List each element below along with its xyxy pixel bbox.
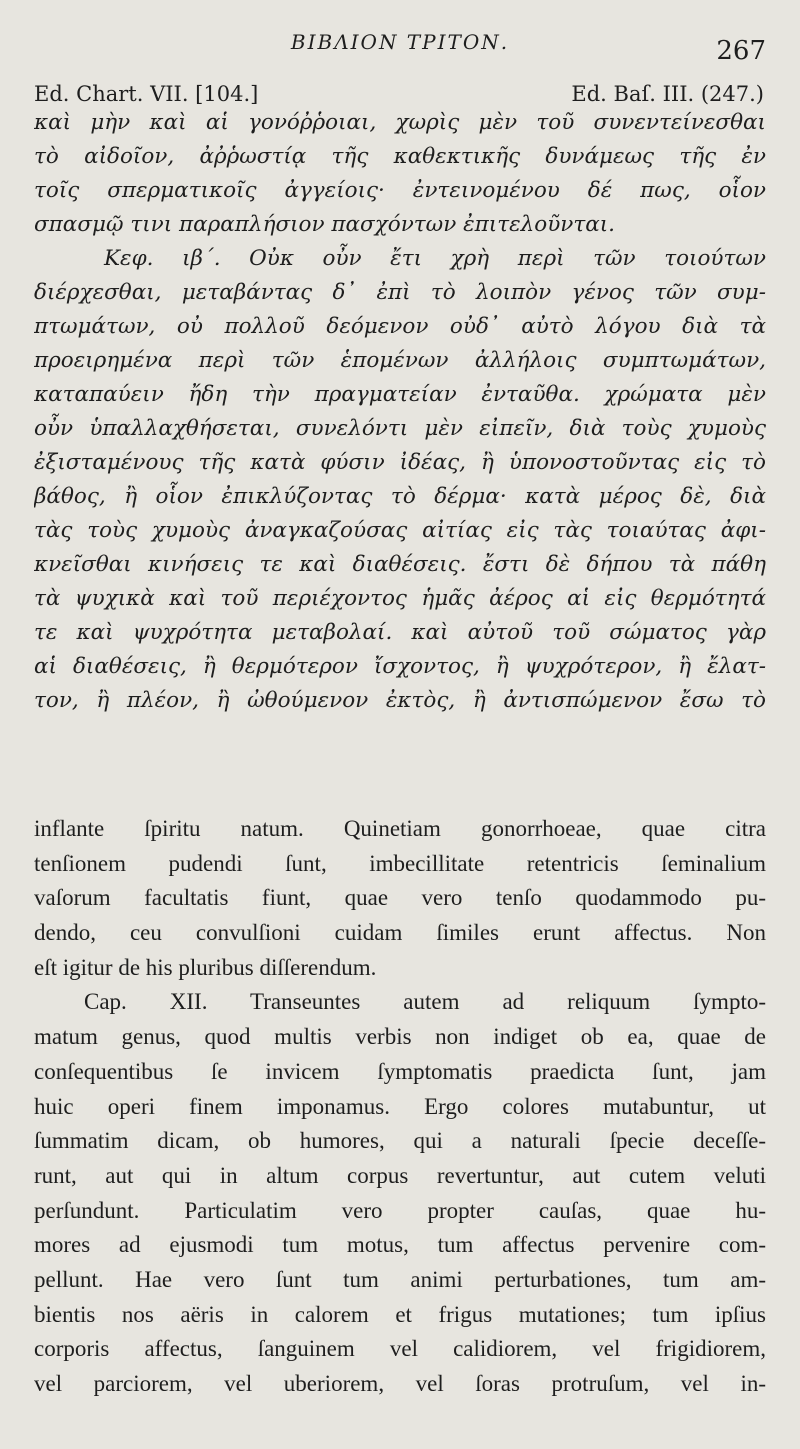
edition-chartier-ref: Ed. Chart. VII. [104.] [34, 82, 259, 106]
greek-line: Κεφ. ιβ΄. Οὐκ οὖν ἔτι χρὴ περὶ τῶν τοιούτων [104, 246, 766, 271]
greek-line: προειρημένα περὶ τῶν ἑπομένων ἀλλήλοις συμπτωμάτων, [34, 348, 766, 373]
latin-line: dendo, ceu convulſioni cuidam ſimiles erunt affectus. Non [34, 920, 766, 946]
greek-line: τε καὶ ψυχρότητα μεταβολαί. καὶ αὐτοῦ τοῦ σώματος γὰρ [34, 620, 766, 645]
latin-line: vel parciorem, vel uberiorem, vel ſoras protruſum, vel in- [34, 1371, 766, 1396]
greek-line: κνεῖσθαι κινήσεις τε καὶ διαθέσεις. ἔστι δὲ δήπου τὰ πάθη [34, 552, 766, 577]
latin-line: matum genus, quod multis verbis non indiget ob ea, quae de [34, 1024, 766, 1050]
greek-line: οὖν ὑπαλλαχθήσεται, συνελόντι μὲν εἰπεῖν, διὰ τοὺς χυμοὺς [34, 416, 766, 441]
latin-line: runt, aut qui in altum corpus revertuntur, aut cutem veluti [34, 1162, 766, 1188]
greek-line: σπασμῷ τινι παραπλήσιον πασχόντων ἐπιτελοῦνται. [34, 212, 616, 237]
greek-line: αἱ διαθέσεις, ἢ θερμότερον ἴσχοντος, ἢ ψυχρότερον, ἢ ἔλατ- [34, 654, 766, 679]
page-number: 267 [716, 36, 766, 66]
latin-line: ſummatim dicam, ob humores, qui a naturali ſpecie deceſſe- [34, 1128, 766, 1154]
latin-line: bientis nos aëris in calorem et frigus mutationes; tum ipſius [34, 1301, 766, 1327]
latin-line: corporis affectus, ſanguinem vel calidiorem, vel frigidiorem, [34, 1336, 766, 1362]
greek-line: τὰ ψυχικὰ καὶ τοῦ περιέχοντος ἡμᾶς ἀέρος αἱ εἰς θερμότητά [34, 586, 766, 611]
greek-line: πτωμάτων, οὐ πολλοῦ δεόμενον οὐδ᾽ αὐτὸ λόγου διὰ τὰ [34, 314, 766, 339]
greek-line: τὰς τοὺς χυμοὺς ἀναγκαζούσας αἰτίας εἰς τὰς τοιαύτας ἀφι- [34, 518, 766, 543]
greek-line: τοῖς σπερματικοῖς ἀγγείοις· ἐντεινομένου δέ πως, οἷον [34, 178, 766, 203]
greek-line: καταπαύειν ἤδη τὴν πραγματείαν ἐνταῦθα. χρώματα μὲν [34, 382, 766, 407]
greek-line: τὸ αἰδοῖον, ἀῤῥωστίᾳ τῆς καθεκτικῆς δυνάμεως τῆς ἐν [34, 144, 766, 169]
latin-line: mores ad ejusmodi tum motus, tum affectus pervenire com- [34, 1232, 766, 1258]
edition-basel-ref: Ed. Baſ. III. (247.) [571, 82, 764, 106]
running-title: BIBΛΙΟΝ ΤΡΙΤΟΝ. [290, 30, 510, 54]
latin-line: tenſionem pudendi ſunt, imbecillitate retentricis ſeminalium [34, 850, 766, 876]
greek-line: βάθος, ἢ οἷον ἐπικλύζοντας τὸ δέρμα· κατὰ μέρος δὲ, διὰ [34, 484, 766, 509]
latin-line: conſequentibus ſe invicem ſymptomatis praedicta ſunt, jam [34, 1058, 766, 1084]
latin-line: vaſorum facultatis fiunt, quae vero tenſo quodammodo pu- [34, 885, 766, 911]
greek-text-block [34, 106, 766, 718]
greek-line: καὶ μὴν καὶ αἱ γονόῤῥοιαι, χωρὶς μὲν τοῦ συνεντείνεσθαι [34, 110, 766, 135]
latin-line: eſt igitur de his pluribus diſſerendum. [34, 954, 377, 980]
latin-text-block [34, 812, 766, 1402]
latin-line: huic operi finem imponamus. Ergo colores mutabuntur, ut [34, 1093, 766, 1119]
greek-line: ἐξισταμένους τῆς κατὰ φύσιν ἰδέας, ἢ ὑπονοστοῦντας εἰς τὸ [34, 450, 766, 475]
latin-line: Cap. XII. Transeuntes autem ad reliquum ſympto- [84, 989, 766, 1015]
greek-line: τον, ἢ πλέον, ἢ ὠθούμενον ἐκτὸς, ἢ ἀντισπώμενον ἔσω τὸ [34, 688, 766, 713]
latin-line: inflante ſpiritu natum. Quinetiam gonorrhoeae, quae citra [34, 816, 766, 841]
latin-line: pellunt. Hae vero ſunt tum animi perturbationes, tum am- [34, 1266, 766, 1292]
latin-line: perſundunt. Particulatim vero propter cauſas, quae hu- [34, 1197, 766, 1223]
greek-line: διέρχεσθαι, μεταβάντας δ᾽ ἐπὶ τὸ λοιπὸν γένος τῶν συμ- [34, 280, 766, 305]
